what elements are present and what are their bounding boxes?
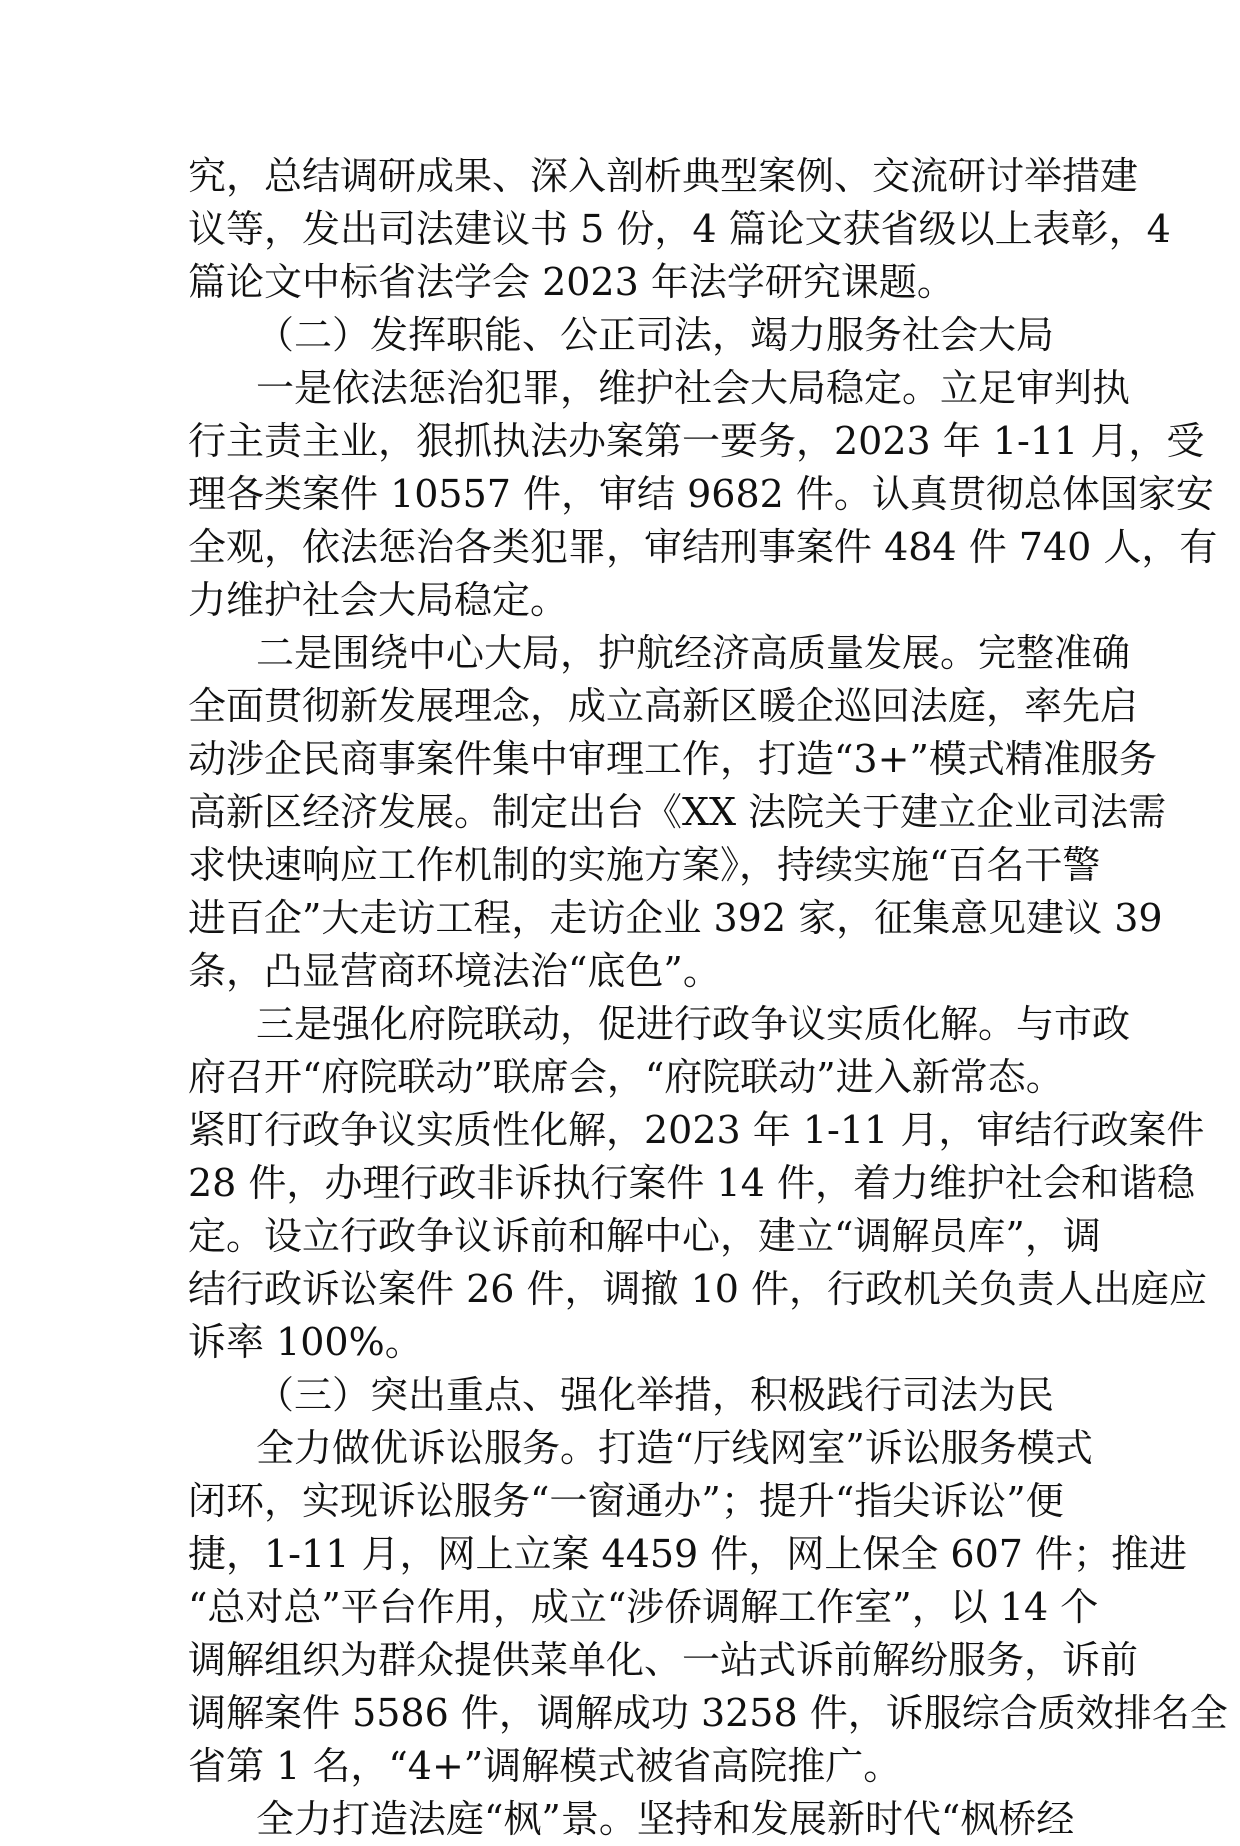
text-line: 调解案件 5586 件，调解成功 3258 件，诉服综合质效排名全 — [188, 1691, 1228, 1735]
section-heading — [188, 1369, 1058, 1422]
text-line: 调解组织为群众提供菜单化、一站式诉前解纷服务，诉前 — [188, 1638, 1139, 1682]
text-line: 高新区经济发展。制定出台《XX 法院关于建立企业司法需 — [188, 790, 1167, 834]
text-line: 全面贯彻新发展理念，成立高新区暖企巡回法庭，率先启 — [188, 684, 1139, 728]
text-line: 进百企”大走访工程，走访企业 392 家，征集意见建议 39 — [188, 896, 1163, 940]
text-line: 三是强化府院联动，促进行政争议实质化解。与市政 — [256, 1002, 1131, 1046]
text-line: 条，凸显营商环境法治“底色”。 — [188, 949, 721, 993]
text-line: 理各类案件 10557 件，审结 9682 件。认真贯彻总体国家安 — [188, 472, 1214, 516]
text-line: 府召开“府院联动”联席会，“府院联动”进入新常态。 — [188, 1055, 1064, 1099]
text-line: 定。设立行政争议诉前和解中心，建立“调解员库”，调 — [188, 1214, 1101, 1258]
paragraph — [188, 1793, 1075, 1846]
text-line: 究，总结调研成果、深入剖析典型案例、交流研讨举措建 — [188, 154, 1139, 198]
text-line: 省第 1 名，“4+”调解模式被省高院推广。 — [188, 1744, 902, 1788]
text-line: 结行政诉讼案件 26 件，调撤 10 件，行政机关负责人出庭应 — [188, 1267, 1208, 1311]
document-body — [188, 150, 1228, 1846]
text-line: 闭环，实现诉讼服务“一窗通办”；提升“指尖诉讼”便 — [188, 1479, 1064, 1523]
text-line: 二是围绕中心大局，护航经济高质量发展。完整准确 — [256, 631, 1131, 675]
text-line: 捷，1-11 月，网上立案 4459 件，网上保全 607 件；推进 — [188, 1532, 1188, 1576]
paragraph — [188, 1422, 1228, 1793]
text-line: 求快速响应工作机制的实施方案》，持续实施“百名干警 — [188, 843, 1101, 887]
text-line: 28 件，办理行政非诉执行案件 14 件，着力维护社会和谐稳 — [188, 1161, 1195, 1205]
paragraph — [188, 150, 1171, 309]
text-line: 紧盯行政争议实质性化解，2023 年 1-11 月，审结行政案件 — [188, 1108, 1205, 1152]
text-line: 诉率 100%。 — [188, 1320, 423, 1364]
text-line: “总对总”平台作用，成立“涉侨调解工作室”，以 14 个 — [188, 1585, 1099, 1629]
text-line: 议等，发出司法建议书 5 份，4 篇论文获省级以上表彰，4 — [188, 207, 1171, 251]
text-line: 力维护社会大局稳定。 — [188, 578, 569, 622]
text-line: 动涉企民商事案件集中审理工作，打造“3+”模式精准服务 — [188, 737, 1157, 781]
paragraph — [188, 627, 1167, 998]
section-heading — [188, 309, 1058, 362]
text-line: 全力打造法庭“枫”景。坚持和发展新时代“枫桥经 — [256, 1797, 1075, 1841]
text-line: 全力做优诉讼服务。打造“厅线网室”诉讼服务模式 — [256, 1426, 1093, 1470]
paragraph — [188, 362, 1218, 627]
heading-line: （二）发挥职能、公正司法，竭力服务社会大局 — [256, 313, 1055, 357]
text-line: 一是依法惩治犯罪，维护社会大局稳定。立足审判执 — [256, 366, 1131, 410]
heading-line: （三）突出重点、强化举措，积极践行司法为民 — [256, 1373, 1055, 1417]
text-line: 行主责主业，狠抓执法办案第一要务，2023 年 1-11 月，受 — [188, 419, 1205, 463]
paragraph — [188, 998, 1208, 1369]
text-line: 篇论文中标省法学会 2023 年法学研究课题。 — [188, 260, 955, 304]
text-line: 全观，依法惩治各类犯罪，审结刑事案件 484 件 740 人，有 — [188, 525, 1218, 569]
